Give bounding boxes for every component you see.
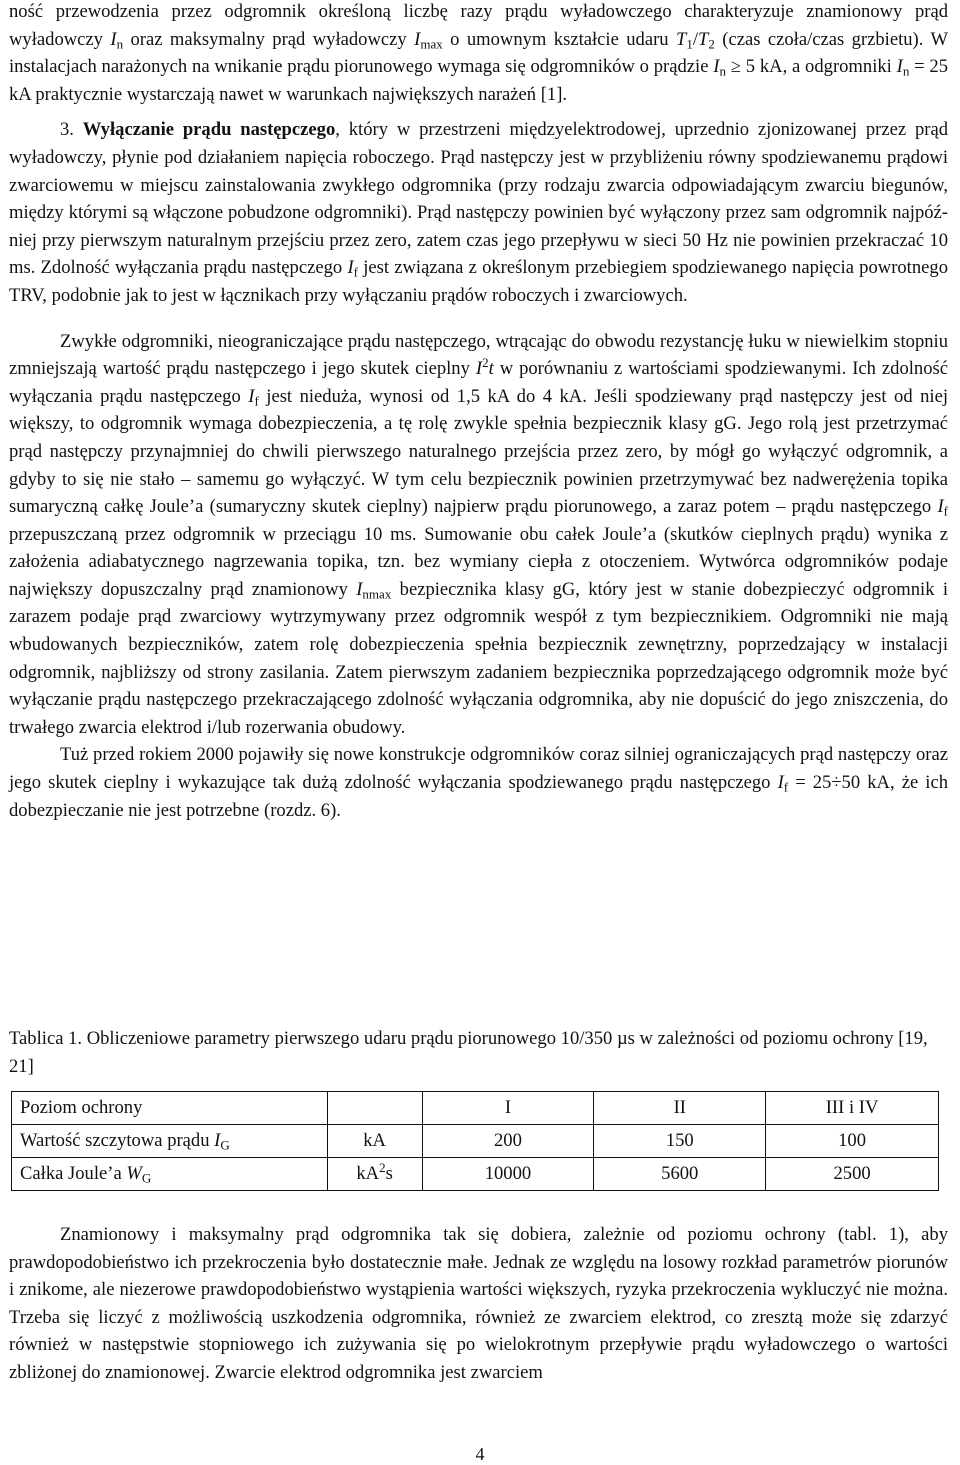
section-heading: Wyłączanie prądu następczego [82,119,336,141]
level-cell: I [422,1092,594,1125]
row-label: Poziom ochrony [12,1092,328,1125]
paragraph-new-constructions: Tuż przed rokiem 2000 pojawiły się nowe konstrukcje odgromników coraz silniej ograniczających prąd następczy oraz jego skutek cieplny i wykazujące tak dużą zdolność wyłączania spodziewanego prądu następczego $I_f = 25\div 50$ kA, że ich dobezpieczanie nie jest potrzebne (rozdz. 6). [9,744,949,821]
row-label: Całka Joule’a $W_G$ [12,1158,328,1191]
level-cell: III i IV [766,1092,939,1125]
value-cell: 100 [766,1125,939,1158]
table-row [12,1092,939,1125]
row-label: Wartość szczytowa prądu $I_G$ [12,1125,328,1158]
paragraph-lightning-current-ratings: ność przewodzenia przez odgromnik określoną liczbę razy prądu wyładowczego charakteryzuje znamionowy prąd wyładowczy $I_n$ oraz maksymalny prąd wyładowczy $I_{max}$ o umownym kształcie udaru $T_1/T_2$ (czas czoła/czas grzbietu). W instalacjach narażonych na wnikanie prądu piorunowego wymaga się odgromników o prądzie $I_n \ge 5$ kA, a odgromniki $I_n = 25$ kA praktycznie wystarczają nawet w warunkach największych narażeń [1]. [9,1,948,105]
unit-cell: $kA^2s$ [327,1158,422,1191]
unit-cell: kA [327,1125,422,1158]
paragraph-follow-current-interruption: 3. Wyłączanie prądu następczego, który w przestrzeni międzyelektrodowej, uprzednio zjonizowanej przez prąd wyładowczy, płynie pod działaniem napięcia roboczego. Prąd następczy jest w przybliżeniu równy spodziewanemu prądowi zwarciowemu w miejscu zainstalowania zwykłego odgromnika (przy rodzaju zwarcia odpowiadającym zwarciu biegunów, między którymi są włączone pobudzone odgromniki). Prąd następczy powinien być wyłączony przez sam odgromnik najpóźniej przy pierwszym naturalnym przejściu przez zero, zatem czas jego przepływu w sieci 50 Hz nie powinien przekraczać 10 ms. Zdolność wyłączania prądu następczego $I_f$ jest związana z określonym przebiegiem spodziewanego napięcia powrotnego TRV, podobnie jak to jest w łącznikach przy wyłączaniu prądów roboczych i zwarciowych. [9,119,948,306]
protection-level-table [11,1091,939,1191]
page-body-continued [9,1221,948,1387]
paragraph-rated-current-selection: Znamionowy i maksymalny prąd odgromnika tak się dobiera, zależnie od poziomu ochrony (tabl. 1), aby prawdopodobieństwo ich przekroczenia było dostatecznie małe. Jednak ze względu na losowy rozkład parametrów piorunów i znikome, ale niezerowe prawdopodobieństwo wystąpienia wartości większych, ryzyka przekroczenia wykluczyć nie można. Trzeba się liczyć z możliwością uszkodzenia odgromnika, również ze zwarciem elektrod, co zresztą może się zdarzyć również w następstwie stopniowego ich zużywania się po wielokrotnym przepływie prądu wyładowczego o wartości zbliżonej do znamionowej. Zwarcie elektrod odgromnika jest zwarciem [9,1224,948,1383]
table-row [12,1125,939,1158]
value-cell: 5600 [594,1158,766,1191]
value-cell: 200 [422,1125,594,1158]
table-row [12,1158,939,1191]
table-caption: Tablica 1. Obliczeniowe parametry pierwszego udaru prądu piorunowego 10/350 µs w zależności od poziomu ochrony [19, 21] [9,1028,928,1077]
value-cell: 10000 [422,1158,594,1191]
paragraph-ordinary-arresters: Zwykłe odgromniki, nieograniczające prądu następczego, wtrącając do obwodu rezystancję łuku w niewielkim stopniu zmniejszają wartość prądu następczego i jego skutek cieplny $I^2t$ w porównaniu z wartościami spodziewanymi. Ich zdolność wyłączania prądu następczego $I_f$ jest nieduża, wynosi od 1,5 kA do 4 kA. Jeśli spodziewany prąd następczy jest od niej większy, to odgromnik wymaga dobezpieczenia, a tę rolę zwykle spełnia bezpiecznik klasy gG. Jego rolą jest przetrzymać prąd następczy przynajmniej do chwili pierwszego naturalnego przejścia przez zero, by mógł go wyłączyć odgromnik, a gdyby to się nie stało – samemu go wyłączyć. W tym celu bezpiecznik powinien przetrzymywać bez nadwerężenia topika sumaryczną całkę Joule’a (sumaryczny skutek cieplny) najpierw prądu piorunowego, a zaraz potem – prądu następczego $I_f$ przepuszczaną przez odgromnik w przeciągu 10 ms. Sumowanie obu całek Joule’a (skutków cieplnych prądu) wynika z założenia adiabatycznego nagrzewania topika, tzn. bez wymiany ciepła z otoczeniem. Wytwórca odgromników podaje największy dopuszczalny prąd znamionowy $I_{nmax}$ bezpiecznika klasy gG, który jest w stanie dobezpieczyć odgromnik i zarazem podaje prąd zwarciowy wytrzymywany przez odgromnik wespół z tym bezpiecznikiem. Odgromniki nie mają wbudowanych bezpieczników, zatem rolę dobezpieczenia spełnia bezpiecznik zewnętrzny, poprzedzający w instalacji odgromnik, najbliższy od strony zasilania. Zatem pierwszym zadaniem bezpiecznika poprzedzającego odgromnik może być wyłączanie prądu następczego przekraczającego zdolność wyłączania odgromnika, aby nie dopuścić do jego zniszczenia, do trwałego zwarcia elektrod i/lub rozerwania obudowy. [9,330,948,738]
level-cell: II [594,1092,766,1125]
value-cell: 2500 [766,1158,939,1191]
page-body [9,0,948,824]
page-number: 4 [475,1444,485,1464]
unit-cell [327,1092,422,1125]
value-cell: 150 [594,1125,766,1158]
